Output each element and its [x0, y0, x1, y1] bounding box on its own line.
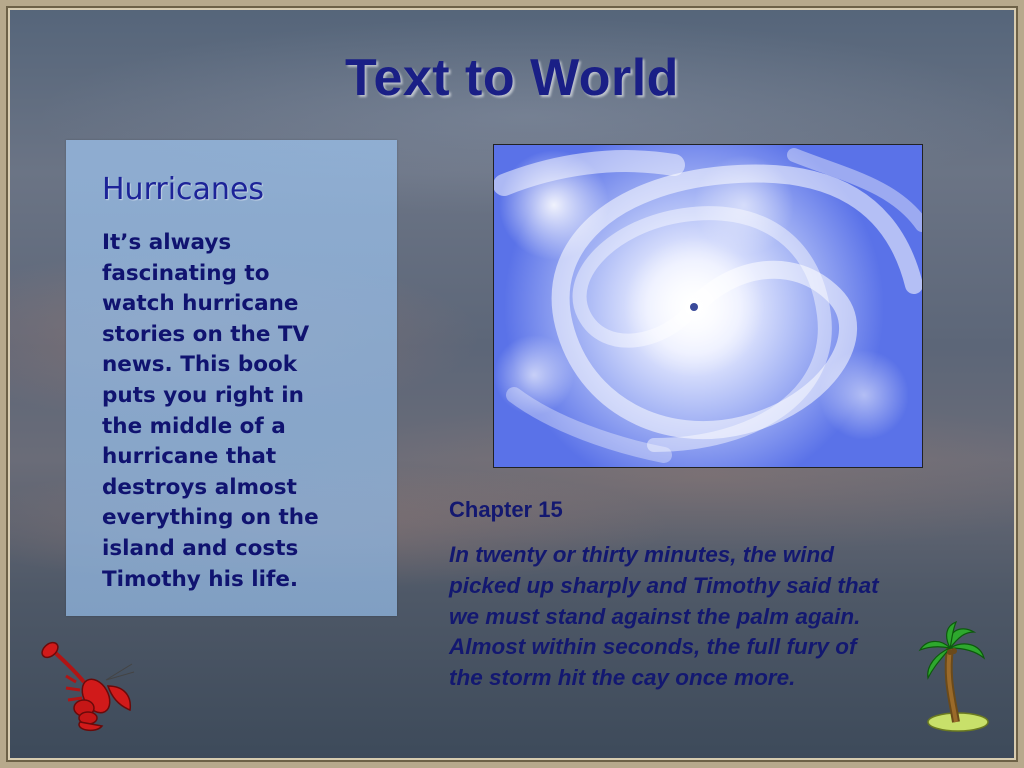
book-quote: In twenty or thirty minutes, the wind picked up sharply and Timothy said that we must stand against the palm again. Almost within seconds, the full fury of the storm hit the cay once more.	[449, 542, 879, 691]
panel-heading: Hurricanes	[102, 172, 265, 207]
chapter-label: Chapter 15	[449, 497, 563, 522]
panel-body-text: It’s always fascinating to watch hurricane stories on the TV news. This book puts you right in the middle of a hurricane that destroys almost everything on the island and costs Timothy his life.	[102, 230, 319, 592]
palm-tree-icon	[906, 618, 996, 738]
lobster-icon	[36, 636, 141, 736]
slide-title: Text to World	[345, 49, 679, 107]
hurricane-satellite-image	[493, 144, 923, 468]
